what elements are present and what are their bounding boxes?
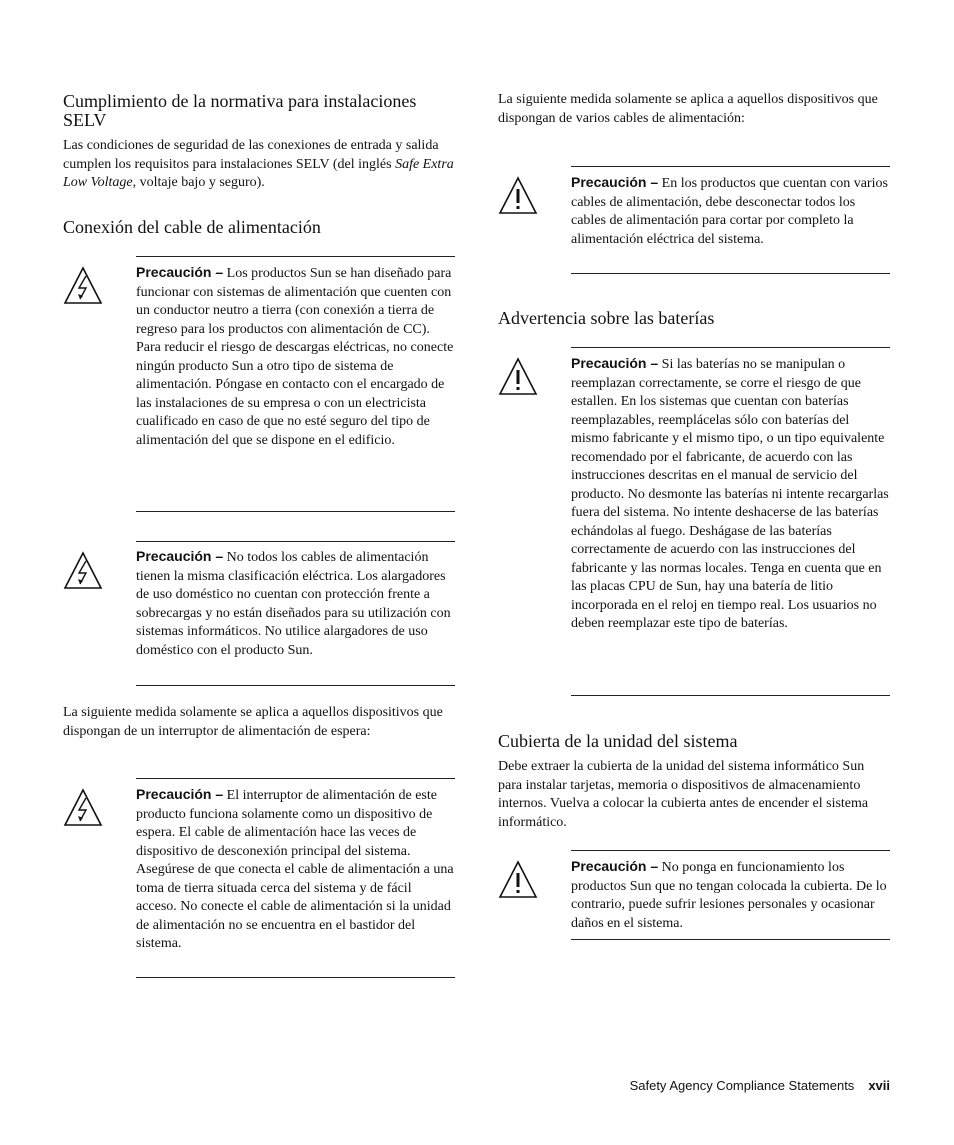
caution-label: Precaución – (571, 174, 659, 190)
divider (136, 256, 455, 257)
caution-label: Precaución – (136, 548, 224, 564)
section-heading-power-cable: Conexión del cable de alimentación (63, 217, 321, 237)
divider (571, 695, 890, 696)
divider (571, 347, 890, 348)
section-heading-selv: Cumplimiento de la normativa para instalaciones SELV (63, 91, 417, 130)
divider (571, 166, 890, 167)
divider (571, 850, 890, 851)
warning-exclamation-icon (498, 860, 538, 900)
divider (136, 778, 455, 779)
caution-text: Precaución – Si las baterías no se manipulan o reemplazan correctamente, se corre el riesgo de que estallen. En los sistemas que cuentan con baterías reemplazables, reemplácelas sólo con baterías del mismo fabricante y el mismo tipo, o un tipo equivalente recomendado por el fabricante, de acuerdo con las instrucciones descritas en el manual de servicio del producto. No desmonte las baterías ni intente recargarlas fuera del sistema. No intente deshacerse de las baterías echándolas al fuego. Deshágase de las baterías correctamente de acuerdo con las instrucciones del fabricante y las normas locales. Tenga en cuenta que en las placas CPU de Sun, hay una batería de litio incorporada en el reloj en tiempo real. Los usuarios no deben reemplazar este tipo de baterías. (571, 355, 889, 631)
standby-intro-paragraph: La siguiente medida solamente se aplica a aquellos dispositivos que dispongan de un interruptor de alimentación de espera: (63, 705, 443, 739)
caution-label: Precaución – (136, 264, 224, 280)
caution-text: Precaución – El interruptor de alimentación de este producto funciona solamente como un dispositivo de espera. El cable de alimentación hace las veces de dispositivo de desconexión principal del sistema. Asegúrese de que conecta el cable de alimentación a una toma de tierra situada cerca del sistema y de fácil acceso. No conecte el cable de alimentación si la unidad de alimentación no se encuentra en el bastidor del sistema. (136, 786, 454, 951)
electrical-hazard-icon (63, 788, 103, 828)
caution-text: Precaución – No todos los cables de alimentación tienen la misma clasificación eléctrica. Los alargadores de uso doméstico no cuentan con protección frente a sobrecargas y no están diseñados para su utilización con sistemas informáticos. No utilice alargadores de uso doméstico con el producto Sun. (136, 548, 451, 658)
warning-exclamation-icon (498, 176, 538, 216)
section-heading-system-cover: Cubierta de la unidad del sistema (498, 731, 738, 751)
divider (136, 511, 455, 512)
caution-label: Precaución – (136, 786, 224, 802)
section-heading-battery: Advertencia sobre las baterías (498, 308, 715, 328)
system-cover-paragraph: Debe extraer la cubierta de la unidad del sistema informático Sun para instalar tarjetas, memoria o dispositivos de almacenamiento internos. Vuelva a colocar la cubierta antes de encender el sistema informático. (498, 759, 869, 830)
divider (136, 977, 455, 978)
electrical-hazard-icon (63, 551, 103, 591)
divider (571, 939, 890, 940)
caution-label: Precaución – (571, 355, 659, 371)
warning-exclamation-icon (498, 357, 538, 397)
divider (571, 273, 890, 274)
divider (136, 685, 455, 686)
page-number: xvii (868, 1078, 890, 1093)
multi-cable-intro-paragraph: La siguiente medida solamente se aplica a aquellos dispositivos que dispongan de varios cables de alimentación: (498, 92, 878, 126)
caution-text: Precaución – Los productos Sun se han diseñado para funcionar con sistemas de alimentación que cuenten con un conductor neutro a tierra (con conexión a tierra de regreso para los productos con alimentación de CC). Para reducir el riesgo de descargas eléctricas, no conecte ningún producto Sun a otro tipo de sistema de alimentación. Póngase en contacto con el encargado de las instalaciones de su empresa o con un electricista cualificado en caso de que no esté seguro del tipo de alimentación del que se dispone en el edificio. (136, 264, 454, 448)
divider (136, 541, 455, 542)
page-footer (630, 1078, 890, 1093)
electrical-hazard-icon (63, 266, 103, 306)
selv-paragraph: Las condiciones de seguridad de las conexiones de entrada y salida cumplen los requisitos para instalaciones SELV (del inglés Safe Extra Low Voltage, voltaje bajo y seguro). (63, 138, 454, 191)
caution-text: Precaución – No ponga en funcionamiento los productos Sun que no tengan colocada la cubierta. De lo contrario, puede sufrir lesiones personales y ocasionar daños en el sistema. (571, 858, 887, 931)
caution-text: Precaución – En los productos que cuentan con varios cables de alimentación, debe desconectar todos los cables de alimentación para cortar por completo la alimentación eléctrica del sistema. (571, 174, 888, 247)
footer-title: Safety Agency Compliance Statements (629, 1078, 855, 1093)
caution-label: Precaución – (571, 858, 659, 874)
